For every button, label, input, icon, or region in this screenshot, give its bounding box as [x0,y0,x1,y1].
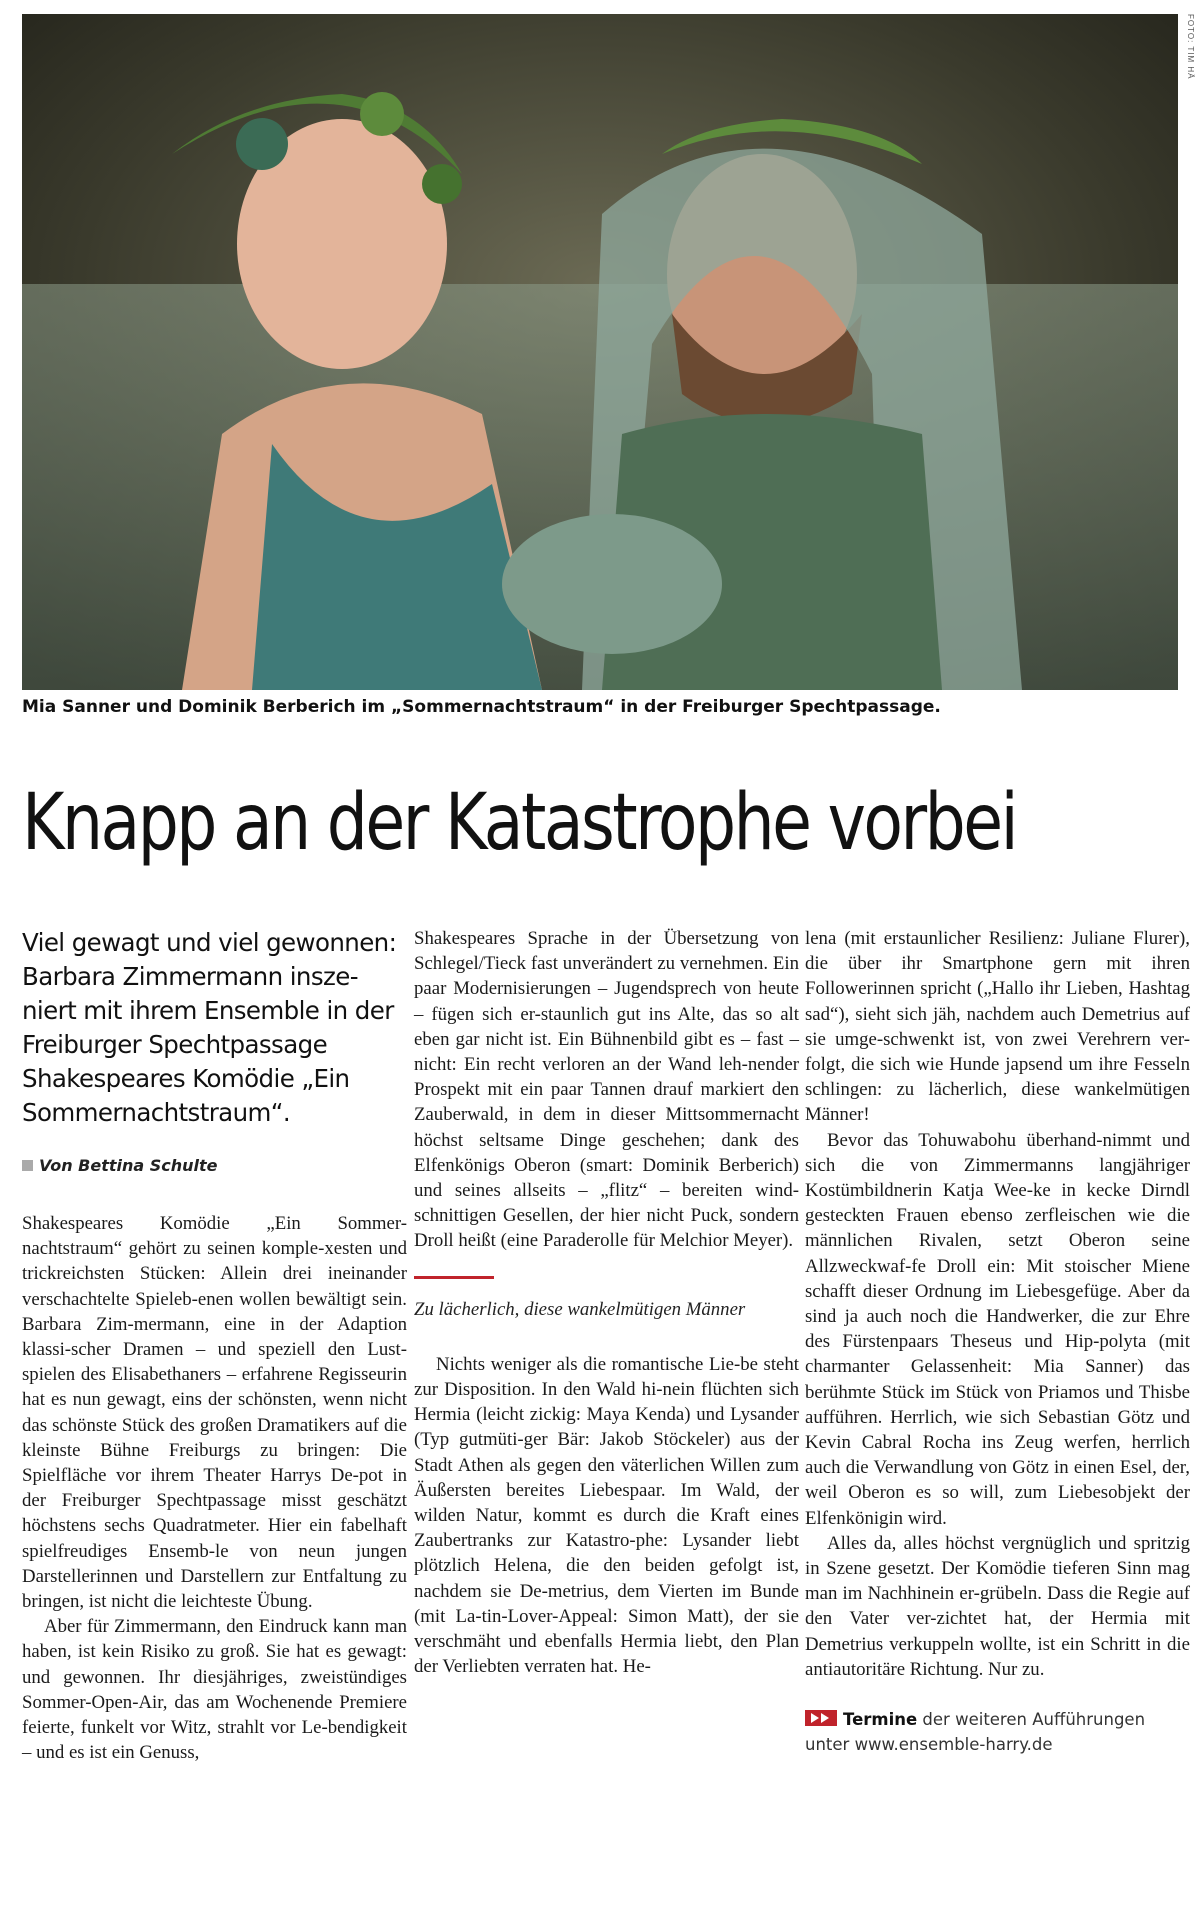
pullquote-rule [414,1276,494,1279]
body-paragraph: lena (mit erstaunlicher Resilienz: Juliane Flurer), die über ihr Smartphone gern mit ihren Followerinnen spricht („Hallo ihr Lieben, Hashtag sad“), sieht sich jäh, nachdem auch Demetrius auf sie umge-schwenkt ist, von zwei Verehrern ver-folgt, die sich wie Hunde japsend um ihre Fesseln schlingen: zu lächerlich, diese wankelmütigen Männer! [805,928,1190,1126]
double-arrow-icon [805,1709,837,1733]
stage-photo-illustration [22,14,1178,690]
body-paragraph: Alles da, alles höchst vergnüglich und spritzig in Szene gesetzt. Der Komödie tieferen Sinn mag man im Nachhinein er-grübeln. Dass die Regie auf den Vater ver-zichtet hat, der Hermia mit Demetrius verkuppeln wollte, ist ein Schritt in die antiautoritäre Richtung. Nur zu. [805,1532,1190,1680]
pullquote: Zu lächerlich, diese wankelmütigen Männer [414,1298,746,1320]
column-1 [22,926,407,1765]
author-name: Von Bettina Schulte [39,1156,218,1175]
performance-dates-note [805,1708,1190,1757]
stage-photo [22,14,1178,690]
author-byline [22,1156,407,1175]
lead-paragraph: Viel gewagt und viel gewonnen: Barbara Zimmermann insze-niert mit ihrem Ensemble in der Freiburger Spechtpassage Shakespeares Komödie „Ein Sommernachtstraum“. [22,928,397,1127]
headline: Knapp an der Katastrophe vorbei [22,778,1017,868]
byline-square-icon [22,1160,33,1171]
column-3-body [805,926,1190,1682]
body-paragraph: Bevor das Tohuwabohu überhand-nimmt und sich die von Zimmermanns langjähriger Kostümbildnerin Katja Wee-ke in kecke Dirndl gesteckten Frauen ebenso zerfleischen wie die männlichen Rivalen, setzt Oberon seine Allzweckwaf-fe Droll ein: Mit stoischer Miene schafft dieser Ordnung im Liebesgefüge. Aber da sind ja auch noch die Handwerker, die zur Ehre des Fürstenpaars Theseus und Hip-polyta (mit charmanter Gelassenheit: Mia Sanner) das berühmte Stück im Stück von Priamos und Thisbe aufführen. Herrlich, wie sich Sebastian Götz und Kevin Cabral Rocha ins Zeug werfen, herrlich auch die Verwandlung von Götz in einen Esel, der, weil Oberon es so will, zum Liebesobjekt der Elfenkönigin wird. [805,1129,1190,1529]
column-3 [805,926,1190,1757]
body-paragraph: Nichts weniger als die romantische Lie-be steht zur Disposition. In den Wald hi-nein flüchten sich Hermia (leicht zickig: Maya Kenda) und Lysander (Typ gutmüti-ger Bär: Jakob Stöckeler) aus der Stadt Athen als gegen den väterlichen Willen zum Äußersten bereites Liebespaar. Im Wald, der wilden Natur, kommt es durch die Kraft eines Zaubertranks zur Katastro-phe: Lysander liebt plötzlich Helena, die den beiden gefolgt ist, nachdem sie De-metrius, dem Vierten im Bunde (mit La-tin-Lover-Appeal: Simon Matt), der sie verschmäht und ebenfalls Hermia liebt, den Plan der Verliebten verraten hat. He- [414,1353,799,1678]
dates-label: Termine [843,1710,918,1730]
body-paragraph: Aber für Zimmermann, den Eindruck kann man haben, ist kein Risiko zu groß. Sie hat es gewagt: und gewonnen. Ihr diesjähriges, zweistündiges Sommer-Open-Air, das am Wochenende Premiere feierte, funkelt vor Witz, strahlt vor Le-bendigkeit – und es ist ein Genuss, [22,1616,407,1764]
column-2 [414,926,799,1679]
column-1-body [22,1211,407,1765]
body-paragraph: Shakespeares Sprache in der Übersetzung von Schlegel/Tieck fast unverändert zu vernehmen. Ein paar Modernisierungen – Jugendsprech von heute – fügen sich er-staunlich gut ins Alte, das so alt eben gar nicht ist. Ein Bühnenbild gibt es – fast – nicht: Ein recht verloren an der Wand leh-nender Prospekt mit ein paar Tannen drauf markiert den Zauberwald, in dem in dieser Mittsommernacht höchst seltsame Dinge geschehen; dank des Elfenkönigs Oberon (smart: Dominik Berberich) und seines allseits – „flitz“ – bereiten wind-schnittigen Gesellen, der hier nicht Puck, sondern Droll heißt (eine Paraderolle für Melchior Meyer). [414,928,799,1252]
body-paragraph: Shakespeares Komödie „Ein Sommer-nachtstraum“ gehört zu seinen komple-xesten und trickreichsten Stücken: Allein drei ineinander verschachtelte Spieleb-enen wollen bewältigt sein. Barbara Zim-mermann, eine in der Adaption klassi-scher Dramen – und speziell den Lust-spielen des Elisabethaners – erfahrene Regisseurin hat es nun gewagt, eins der schönsten, wenn nicht das schönste Stück des großen Dramatikers auf die kleinste Bühne Freiburgs zu bringen: Die Spielfläche vor ihrem Theater Harrys De-pot in der Freiburger Spechtpassage misst geschätzt höchstens sechs Quadratmeter. Hier ein fabelhaft spielfreudiges Ensemb-le von neun jungen Darstellerinnen und Darstellern zur Entfaltung zu bringen, ist nicht die leichteste Übung. [22,1213,407,1613]
photo-caption: Mia Sanner und Dominik Berberich im „Sommernachtstraum“ in der Freiburger Spechtpassage. [22,697,941,717]
photo-credit: FOTO: TIM HÄ [1186,14,1195,80]
column-2-body [414,926,799,1679]
dates-text: der weiteren Aufführungen unter www.ensemble-harry.de [805,1710,1146,1754]
